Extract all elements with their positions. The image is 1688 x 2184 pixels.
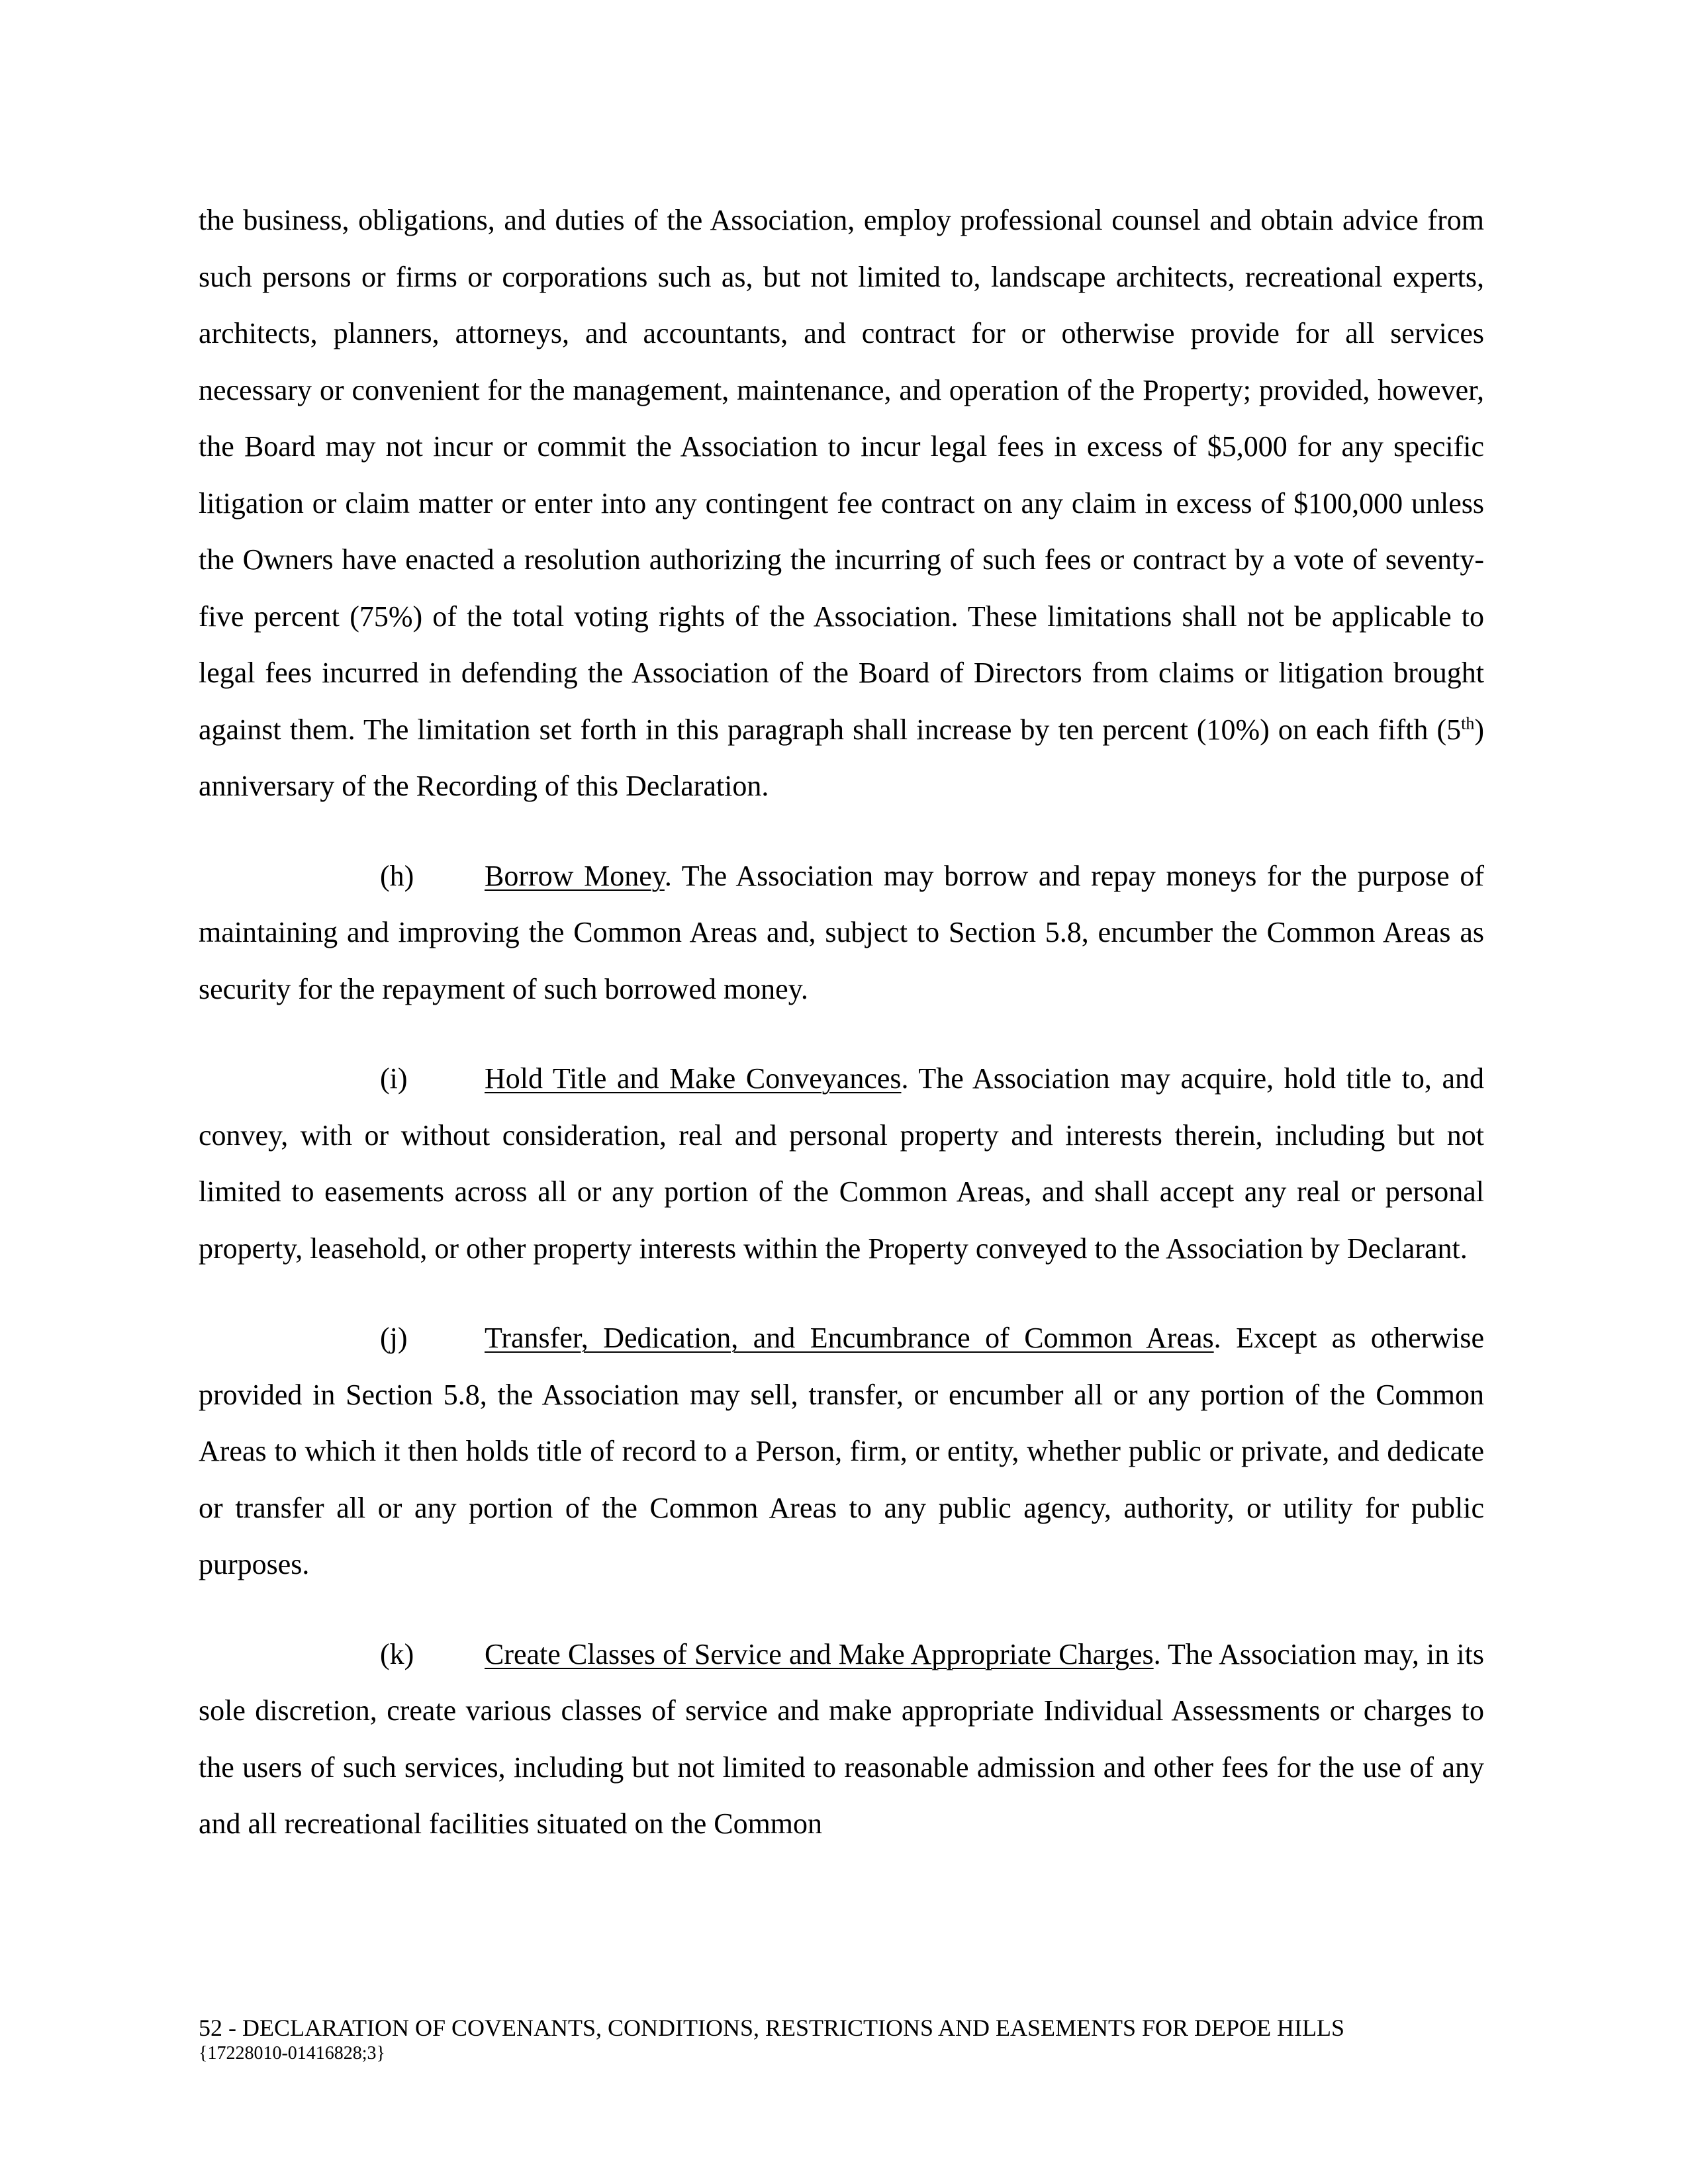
item-text: . Except as otherwise provided in Section 5.8, the Association may sell, transfer, or encumber all or any portion of the Common Areas to which it then holds title of record to a Person, firm, or entity, whether public or private, and dedicate or transfer all or any portion of the Common Areas to any public agency, authority, or utility for public purposes. [199, 1322, 1484, 1580]
item-heading: Borrow Money [485, 859, 665, 892]
item-k-paragraph [199, 1626, 1484, 1852]
item-h-paragraph [199, 848, 1484, 1018]
footer-doc-id: {17228010-01416828;3} [199, 2043, 385, 2064]
continuation-text-end: ) anniversary of the Recording of this Declaration. [199, 713, 1484, 802]
item-j-paragraph [199, 1310, 1484, 1593]
continuation-text: the business, obligations, and duties of the Association, employ professional counsel and obtain advice from such persons or firms or corporations such as, but not limited to, landscape architects, recreational experts, architects, planners, attorneys, and accountants, and contract for or otherwise provide for all services necessary or convenient for the management, maintenance, and operation of the Property; provided, however, the Board may not incur or commit the Association to incur legal fees in excess of $5,000 for any specific litigation or claim matter or enter into any contingent fee contract on any claim in excess of $100,000 unless the Owners have enacted a resolution authorizing the incurring of such fees or contract by a vote of seventy-five percent (75%) of the total voting rights of the Association. These limitations shall not be applicable to legal fees incurred in defending the Association of the Board of Directors from claims or litigation brought against them. The limitation set forth in this paragraph shall increase by ten percent (10%) on each fifth (5 [199, 204, 1484, 746]
item-text: . The Association may borrow and repay moneys for the purpose of maintaining and improving the Common Areas and, subject to Section 5.8, encumber the Common Areas as security for the repayment of such borrowed money. [199, 859, 1484, 1005]
item-i-paragraph [199, 1050, 1484, 1277]
item-heading: Create Classes of Service and Make Appropriate Charges [485, 1637, 1154, 1670]
item-text: . The Association may, in its sole discretion, create various classes of service and make appropriate Individual Assessments or charges to the users of such services, including but not limited to reasonable admission and other fees for the use of any and all recreational facilities situated on the Common [199, 1637, 1484, 1840]
ordinal-superscript: th [1461, 713, 1475, 733]
item-heading: Hold Title and Make Conveyances [485, 1062, 902, 1095]
page-footer [199, 2013, 1484, 2065]
item-text: . The Association may acquire, hold title to, and convey, with or without consideration, real and personal property and interests therein, including but not limited to easements across all or any portion of the Common Areas, and shall accept any real or personal property, leasehold, or other property interests within the Property conveyed to the Association by Declarant. [199, 1062, 1485, 1265]
item-heading: Transfer, Dedication, and Encumbrance of Common Areas [485, 1322, 1214, 1354]
continuation-paragraph [199, 192, 1484, 815]
footer-title: 52 - DECLARATION OF COVENANTS, CONDITIONS, RESTRICTIONS AND EASEMENTS FOR DEPOE HILLS [199, 2015, 1345, 2041]
item-label: (i) [380, 1062, 408, 1095]
item-label: (k) [380, 1637, 414, 1670]
item-label: (h) [380, 859, 414, 892]
document-body [199, 192, 1484, 1852]
item-label: (j) [380, 1322, 408, 1354]
